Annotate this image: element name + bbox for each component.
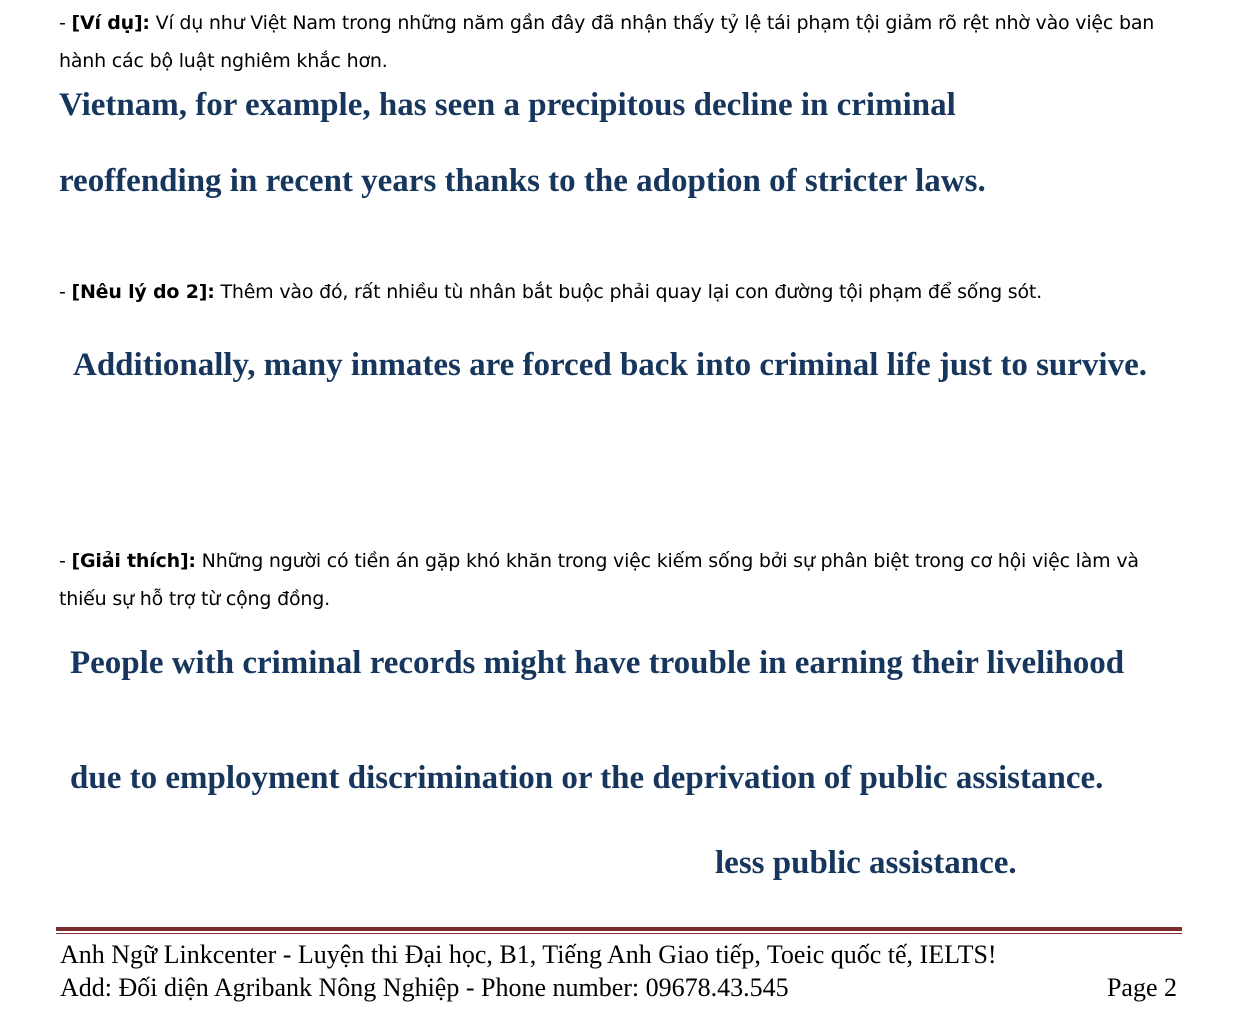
english-line-example-1: Vietnam, for example, has seen a precipitous decline in criminal bbox=[59, 87, 956, 123]
footer-rule-thin bbox=[56, 933, 1182, 934]
vietnamese-text-explanation: Những người có tiền án gặp khó khăn trong việc kiếm sống bởi sự phân biệt trong cơ hội việc làm và thiếu sự hỗ trợ từ cộng đồng. bbox=[59, 550, 1139, 610]
bullet-dash: - bbox=[59, 281, 72, 303]
vietnamese-paragraph-reason-2 bbox=[59, 273, 1184, 311]
footer-rule-thick bbox=[56, 927, 1182, 931]
english-line-explanation-3: less public assistance. bbox=[715, 845, 1017, 881]
english-line-explanation-1: People with criminal records might have trouble in earning their livelihood bbox=[70, 645, 1125, 681]
footer-line-address: Add: Đối diện Agribank Nông Nghiệp - Phone number: 09678.43.545 bbox=[60, 973, 789, 1002]
vietnamese-text-reason-2: Thêm vào đó, rất nhiều tù nhân bắt buộc phải quay lại con đường tội phạm để sống sót. bbox=[214, 281, 1042, 303]
english-line-example-2: reoffending in recent years thanks to the adoption of stricter laws. bbox=[59, 163, 986, 199]
english-line-explanation-2: due to employment discrimination or the deprivation of public assistance. bbox=[70, 760, 1104, 796]
vietnamese-paragraph-explanation bbox=[59, 542, 1184, 618]
vietnamese-paragraph-example bbox=[59, 4, 1184, 80]
page-number: Page 2 bbox=[1106, 973, 1177, 1002]
section-tag-example: [Ví dụ]: bbox=[71, 12, 150, 34]
english-line-reason-2: Additionally, many inmates are forced back into criminal life just to survive. bbox=[73, 347, 1147, 383]
vietnamese-text-example: Ví dụ như Việt Nam trong những năm gần đây đã nhận thấy tỷ lệ tái phạm tội giảm rõ rệt nhờ vào việc ban hành các bộ luật nghiêm khắc hơn. bbox=[59, 12, 1155, 72]
section-tag-explanation: [Giải thích]: bbox=[71, 550, 196, 572]
footer-line-center-name: Anh Ngữ Linkcenter - Luyện thi Đại học, B1, Tiếng Anh Giao tiếp, Toeic quốc tế, IELTS! bbox=[60, 940, 997, 969]
bullet-dash: - bbox=[59, 550, 72, 572]
bullet-dash: - bbox=[59, 12, 72, 34]
section-tag-reason-2: [Nêu lý do 2]: bbox=[71, 281, 215, 303]
